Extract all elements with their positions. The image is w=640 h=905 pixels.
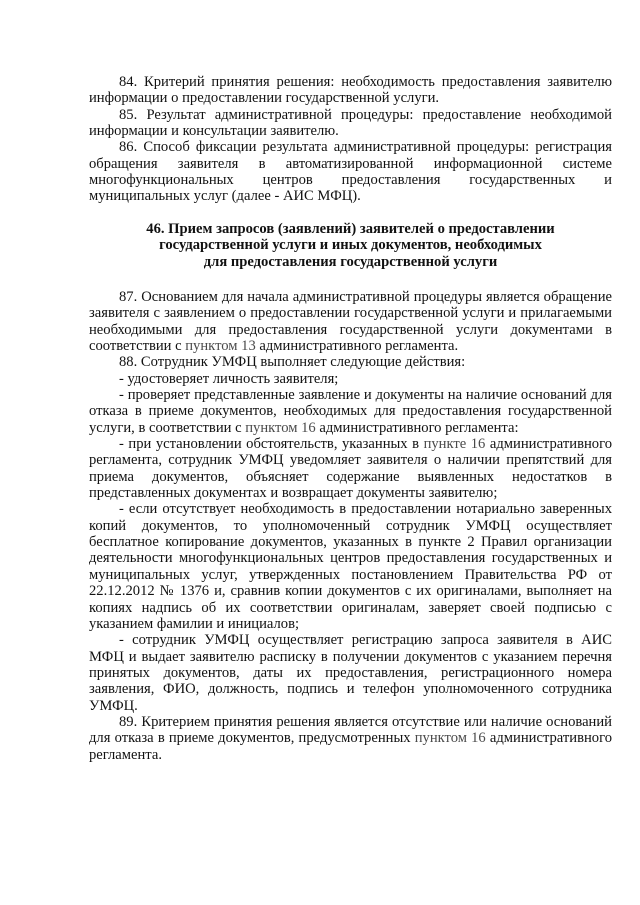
- list-item-obstacles: [89, 436, 612, 501]
- heading-line-2: государственной услуги и иных документов, необходимых: [159, 237, 542, 254]
- paragraph-89-text: 89. Критерием принятия решения является отсутствие или наличие оснований для отказа в приеме документов, предусмотренных: [89, 713, 612, 747]
- list-item-check-documents: [89, 387, 612, 436]
- list-item-registration: - сотрудник УМФЦ осуществляет регистрацию запроса заявителя в АИС МФЦ и выдает заявителю расписку в получении документов с указанием перечня принятых документов, даты их предоставления, регистрационного номера заявления, ФИО, должность, подпись и телефон уполномоченного сотрудника УМФЦ.: [89, 632, 612, 714]
- link-punkte-16[interactable]: пункте 16: [423, 436, 486, 453]
- paragraph-87-tail: административного регламента.: [255, 338, 459, 354]
- list-item-check-tail: административного регламента:: [315, 419, 519, 436]
- paragraph-87: [89, 289, 612, 354]
- paragraph-85: 85. Результат административной процедуры: предоставление необходимой информации и консультации заявителю.: [89, 106, 612, 140]
- paragraph-86: 86. Способ фиксации результата административной процедуры: регистрация обращения заявителя в автоматизированной информационной системе многофункциональных центров предоставления государственных и муниципальных услуг (далее - АИС МФЦ).: [89, 139, 612, 205]
- section-heading-46: [89, 221, 612, 270]
- paragraph-87-text: 87. Основанием для начала административной процедуры является обращение заявителя с заявлением о предоставлении государственной услуги и прилагаемыми необходимыми для предоставления государственной услуги документами в соответствии с: [89, 288, 612, 354]
- list-item-check-text: - проверяет представленные заявление и документы на наличие оснований для отказа в приеме документов, необходимых для предоставления государственной услуги, в соответствии с: [89, 387, 612, 436]
- list-item-obstacles-text: - при установлении обстоятельств, указанных в: [119, 436, 424, 453]
- heading-line-1: 46. Прием запросов (заявлений) заявителей о предоставлении: [146, 220, 555, 237]
- link-punkt-16[interactable]: пунктом 16: [245, 419, 316, 436]
- paragraph-84: 84. Критерий принятия решения: необходимость предоставления заявителю информации о предоставлении государственной услуги.: [89, 74, 612, 107]
- list-item-identity: - удостоверяет личность заявителя;: [119, 370, 339, 387]
- link-punkt-13[interactable]: пунктом 13: [185, 338, 256, 354]
- paragraph-89: [89, 714, 612, 763]
- list-item-copying: - если отсутствует необходимость в предоставлении нотариально заверенных копий документов, то уполномоченный сотрудник УМФЦ осуществляет бесплатное копирование документов, указанных в пункте 2 Правил организации деятельности многофункциональных центров предоставления государственных и муниципальных услуг, утвержденных постановлением Правительства РФ от 22.12.2012 № 1376 и, сравнив копии документов с их оригиналами, выполняет на копиях надпись об их соответствии оригиналам, заверяет своей подписью с указанием фамилии и инициалов;: [89, 501, 612, 632]
- heading-line-3: для предоставления государственной услуги: [203, 253, 498, 270]
- list-item-obstacles-tail: административного регламента, сотрудник УМФЦ уведомляет заявителя о наличии препятствий для приема документов, объясняет содержание выявленных недостатков в представленных документах и возвращает документы заявителю;: [89, 436, 612, 502]
- link-punktom-16[interactable]: пунктом 16: [414, 730, 486, 747]
- paragraph-88: 88. Сотрудник УМФЦ выполняет следующие действия:: [119, 354, 466, 371]
- document-page: [89, 74, 612, 763]
- paragraph-89-tail: административного регламента.: [89, 730, 612, 763]
